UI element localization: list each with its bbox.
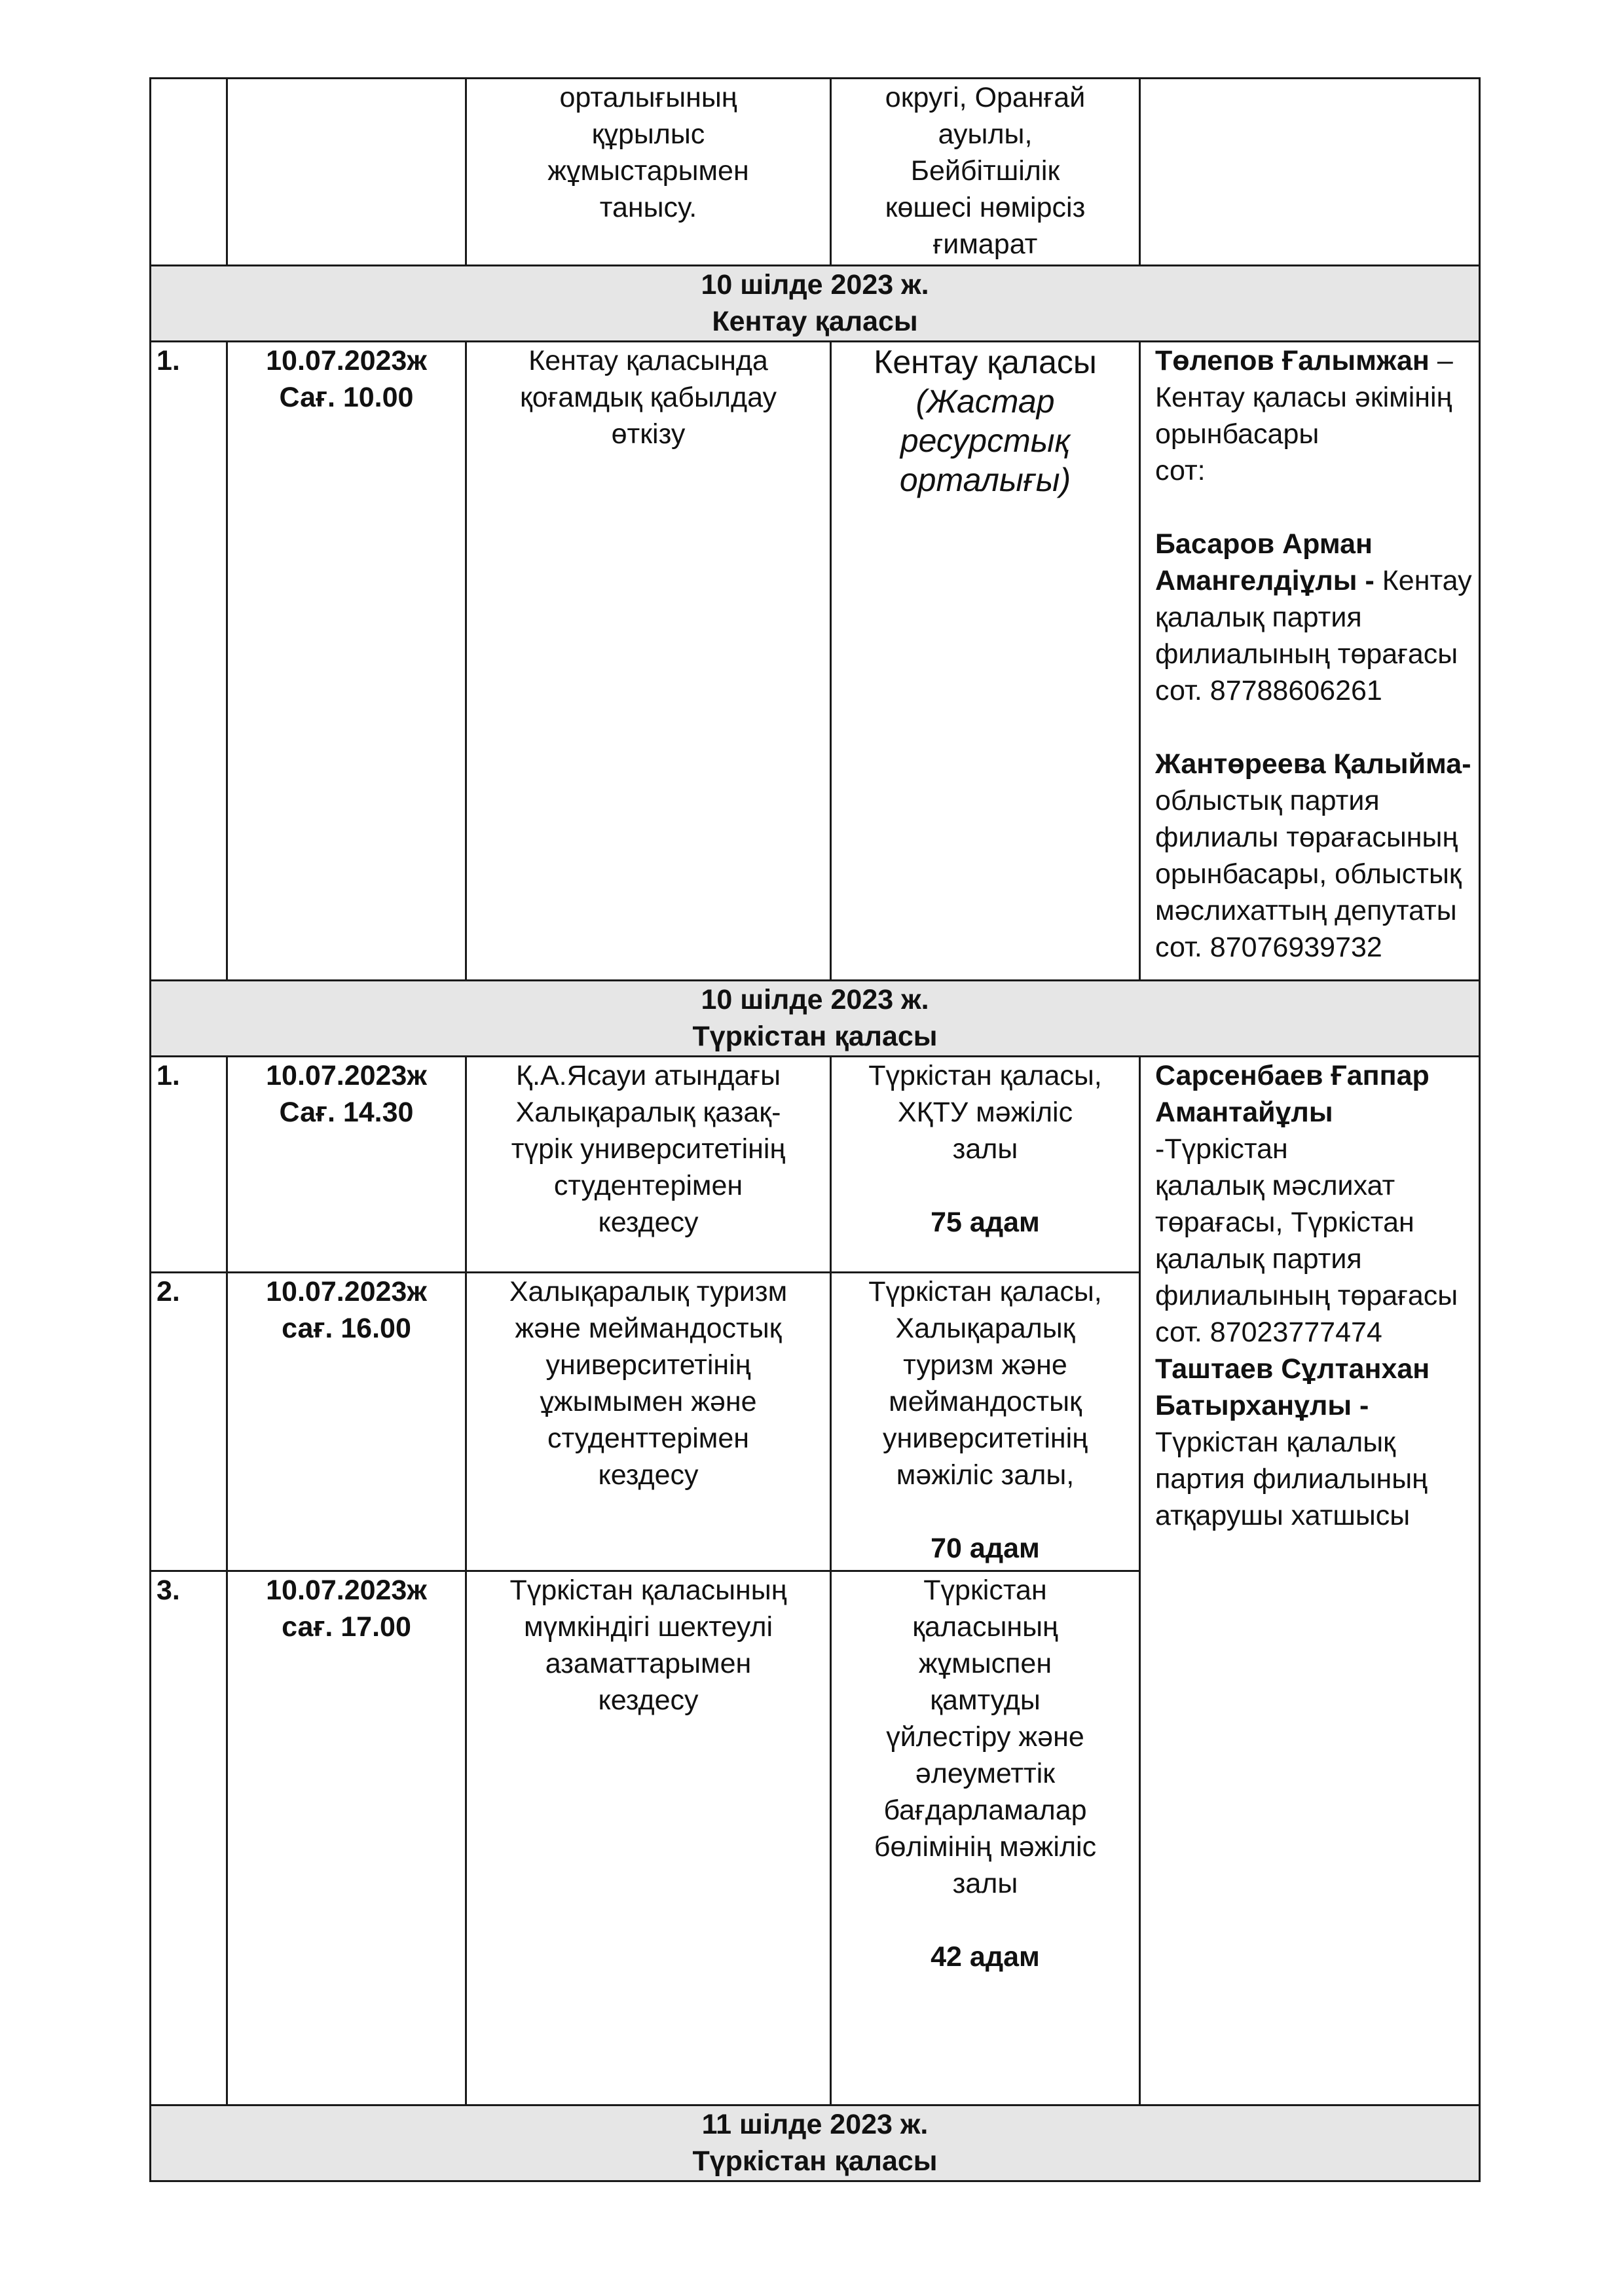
person-name: Сарсенбаев Ғаппар Амантайұлы — [1155, 1060, 1430, 1128]
responsible-cell: Сарсенбаев Ғаппар Амантайұлы -Түркістан қалалық мәслихат төрағасы, Түркістан қалалық партия филиалының төрағасы сот. 87023777474 Таштаев Сұлтанхан Батырханұлы - Түркістан қалалық партия филиалының атқарушы хатшысы — [1140, 1057, 1480, 2105]
event-cell: орталығының құрылыс жұмыстарымен танысу. — [466, 79, 831, 266]
schedule-table — [149, 77, 1481, 2182]
event-cell: Қ.А.Ясауи атындағы Халықаралық қазақ- түрік университетінің студентерімен кездесу — [466, 1057, 831, 1273]
person-name: Басаров Арман Амангелдіұлы - — [1155, 528, 1375, 596]
location-cell: Түркістан қаласының жұмыспен қамтуды үйлестіру және әлеуметтік бағдарламалар бөлімінің мәжіліс залы 42 адам — [831, 1571, 1140, 2105]
section-date: 10 шілде 2023 ж. — [701, 269, 929, 301]
person-name: Жантөреева Қалыйма- — [1155, 748, 1471, 780]
date-cell: 10.07.2023ж сағ. 17.00 — [227, 1571, 466, 2105]
date-cell: 10.07.2023ж Сағ. 10.00 — [227, 342, 466, 981]
location-cell: Түркістан қаласы, ХҚТУ мәжіліс залы 75 адам — [831, 1057, 1140, 1273]
date-cell — [227, 79, 466, 266]
date-cell: 10.07.2023ж Сағ. 14.30 — [227, 1057, 466, 1273]
event-cell: Халықаралық туризм және меймандостық университетінің ұжымымен және студенттерімен кездесу — [466, 1273, 831, 1571]
section-city: Түркістан қаласы — [692, 2145, 938, 2177]
attendee-count: 70 адам — [931, 1533, 1040, 1564]
table-row — [151, 342, 1480, 981]
table-row — [151, 1057, 1480, 1273]
row-number: 3. — [151, 1571, 227, 2105]
event-cell: Кентау қаласында қоғамдық қабылдау өткізу — [466, 342, 831, 981]
person-name: Төлепов Ғалымжан — [1155, 345, 1430, 376]
row-number: 1. — [151, 1057, 227, 1273]
attendee-count: 75 адам — [931, 1207, 1040, 1238]
responsible-cell: Төлепов Ғалымжан – Кентау қаласы әкімінің орынбасары сот: Басаров Арман Амангелдіұлы - Кентау қалалық партия филиалының төрағасы сот. 87788606261 Жантөреева Қалыйма- облыстық партия филиалы төрағасының орынбасары, облыстық мәслихаттың депутаты сот. 87076939732 — [1140, 342, 1480, 981]
table-row-continuation — [151, 79, 1480, 266]
section-header-turkistan-11 — [151, 2105, 1480, 2181]
section-header-kentau — [151, 266, 1480, 342]
num-cell — [151, 79, 227, 266]
person-name: Таштаев Сұлтанхан Батырханұлы - — [1155, 1353, 1430, 1421]
responsible-cell — [1140, 79, 1480, 266]
location-cell: округі, Оранғай ауылы, Бейбітшілік көшесі нөмірсіз ғимарат — [831, 79, 1140, 266]
attendee-count: 42 адам — [931, 1941, 1040, 1973]
row-number: 1. — [151, 342, 227, 981]
section-date: 11 шілде 2023 ж. — [701, 2109, 929, 2140]
location-cell: Түркістан қаласы, Халықаралық туризм және меймандостық университетінің мәжіліс залы, 70 адам — [831, 1273, 1140, 1571]
section-header-turkistan — [151, 981, 1480, 1057]
date-cell: 10.07.2023ж сағ. 16.00 — [227, 1273, 466, 1571]
section-city: Түркістан қаласы — [692, 1021, 938, 1052]
section-city: Кентау қаласы — [712, 306, 918, 337]
location-cell: Кентау қаласы (Жастар ресурстық орталығы) — [831, 342, 1140, 981]
event-cell: Түркістан қаласының мүмкіндігі шектеулі азаматтарымен кездесу — [466, 1571, 831, 2105]
row-number: 2. — [151, 1273, 227, 1571]
section-date: 10 шілде 2023 ж. — [701, 984, 929, 1015]
